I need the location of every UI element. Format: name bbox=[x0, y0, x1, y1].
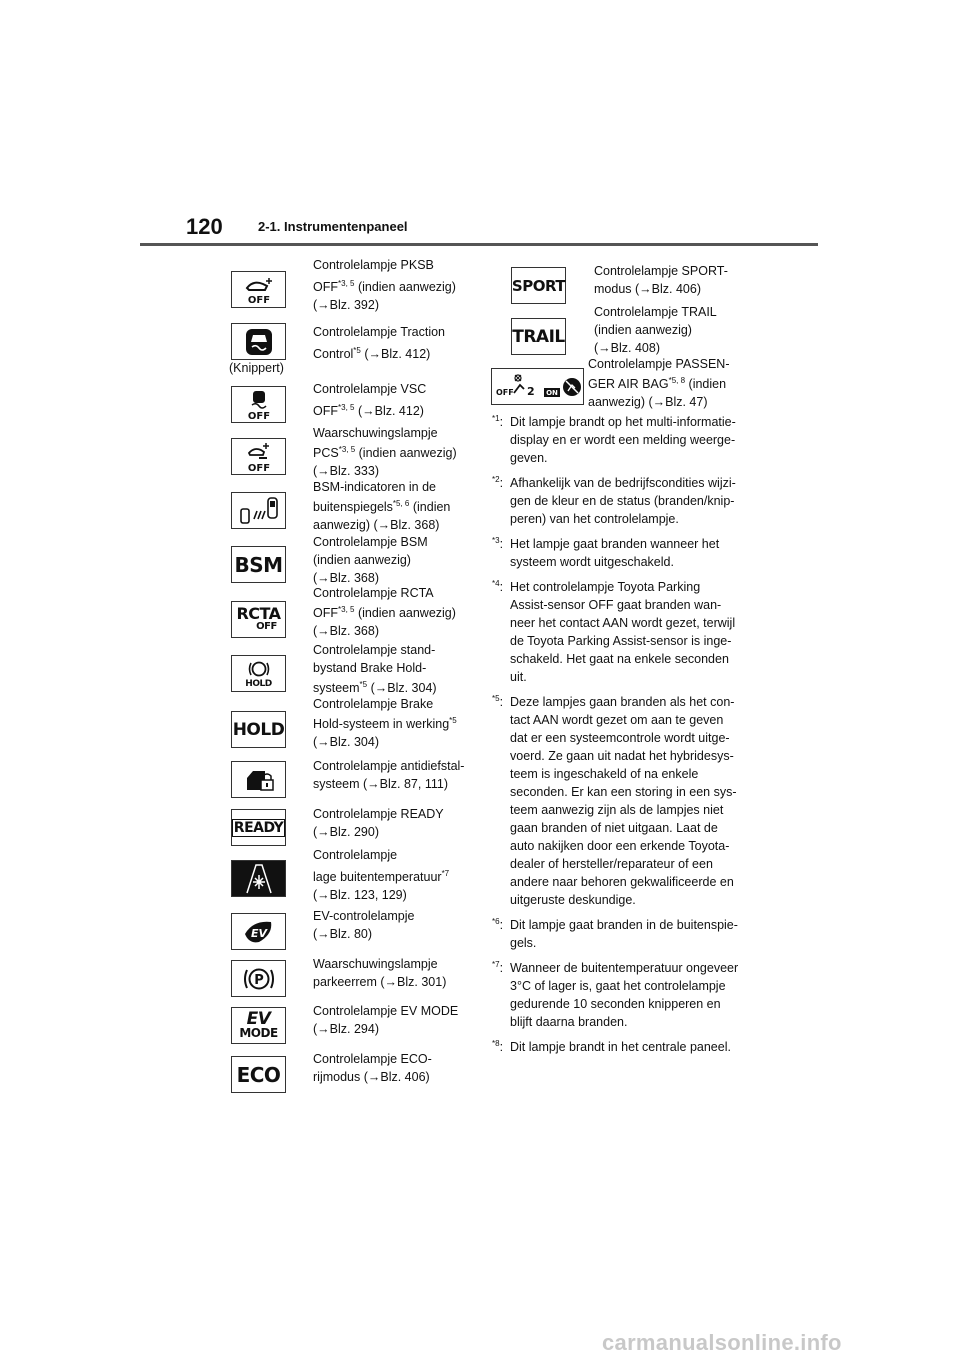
page-number: 120 bbox=[186, 214, 223, 239]
sport-description: Controlelampje SPORT- modus (→Blz. 406) bbox=[594, 264, 728, 296]
low-temperature-description: Controlelampje lage buitentemperatuur$^{*7}$ (→Blz. 123, 129) bbox=[313, 848, 450, 902]
trail-description: Controlelampje TRAIL (indien aanwezig) (→Blz. 408) bbox=[594, 305, 717, 355]
rcta-description: Controlelampje RCTA OFF$^{*3, 5}$ (indien aanwezig) (→Blz. 368) bbox=[313, 586, 456, 638]
bsm-icon: BSM bbox=[231, 546, 286, 583]
traction-description: Controlelampje Traction Control$^{*5}$ (→Blz. 412) bbox=[313, 325, 446, 361]
section-title: 2-1. Instrumentenpaneel bbox=[258, 219, 408, 234]
ready-icon: READY bbox=[231, 809, 286, 846]
pksb-off-icon bbox=[231, 271, 286, 308]
parking-icon-text: P bbox=[253, 972, 264, 988]
watermark: carmanualsonline.info bbox=[602, 1330, 842, 1355]
brake-hold-standby-description: Controlelampje stand- bystand Brake Hold- systeem$^{*5}$ (→Blz. 304) bbox=[313, 643, 437, 695]
parking-brake-description: Waarschuwingslampje parkeerrem (→Blz. 301) bbox=[313, 957, 447, 989]
vsc-off-icon bbox=[231, 386, 286, 423]
pksb-description: Controlelampje PKSB OFF$^{*3, 5}$ (indien aanwezig) (→Blz. 392) bbox=[313, 258, 456, 312]
vsc-description: Controlelampje VSC OFF$^{*3, 5}$ (→Blz. 412) bbox=[313, 382, 427, 418]
footnote: $^{*8}$: Dit lampje brandt in het centrale paneel. bbox=[492, 1039, 731, 1054]
security-lock-icon bbox=[231, 761, 286, 798]
footnote: $^{*6}$: Dit lampje gaat branden in de buitenspie- gels. bbox=[492, 917, 738, 950]
traction-control-icon bbox=[231, 323, 286, 360]
passenger-airbag-description: Controlelampje PASSEN- GER AIR BAG$^{*5, 8}$ (indien aanwezig) (→Blz. 47) bbox=[588, 357, 730, 409]
svg-text:2: 2 bbox=[526, 384, 535, 398]
ev-icon-text: EV bbox=[250, 926, 267, 940]
airbag-on-text: ON bbox=[545, 388, 558, 397]
footnote: $^{*2}$: Afhankelijk van de bedrijfscondities wijzi- gen de kleur en de status (branden/knip- peren) van het controlelampje. bbox=[492, 475, 736, 526]
svg-text:OFF: OFF bbox=[247, 294, 270, 306]
sport-icon: SPORT bbox=[511, 267, 566, 304]
rcta-off-icon: RCTA OFF bbox=[231, 601, 286, 638]
footnote: $^{*5}$: Deze lampjes gaan branden als het con- tact AAN wordt gezet om aan te geven dat er een systeemcontrole wordt uitge- voerd. Ze gaan uit nadat het hybridesys- teem is ingeschakeld of na enkele seconden. Er kan een storing in een sys- teem aanwezig zijn als de lampjes niet gaan branden of niet uitgaan. Laat de auto nakijken door een erkende Toyota- dealer of hersteller/reparateur of een andere naar behoren gekwalificeerde en uitgeruste deskundige. bbox=[492, 694, 737, 907]
security-description: Controlelampje antidiefstal- systeem (→Blz. 87, 111) bbox=[313, 759, 465, 791]
low-temperature-icon bbox=[231, 860, 286, 897]
airbag-off-text: OFF bbox=[495, 387, 514, 397]
bsm-description: Controlelampje BSM (indien aanwezig) (→Blz. 368) bbox=[313, 535, 428, 585]
ev-mode-icon: EV MODE bbox=[231, 1007, 286, 1044]
footnote: $^{*3}$: Het lampje gaat branden wanneer het systeem wordt uitgeschakeld. bbox=[492, 536, 720, 569]
ready-description: Controlelampje READY (→Blz. 290) bbox=[313, 807, 444, 839]
header-divider bbox=[140, 243, 818, 246]
ev-mode-description: Controlelampje EV MODE (→Blz. 294) bbox=[313, 1004, 459, 1036]
pcs-description: Waarschuwingslampje PCS$^{*3, 5}$ (indien aanwezig) (→Blz. 333) bbox=[313, 426, 457, 478]
ev-icon bbox=[231, 913, 286, 950]
ev-description: EV-controlelampje (→Blz. 80) bbox=[313, 909, 415, 941]
bsm-mirror-icon bbox=[231, 492, 286, 529]
svg-text:OFF: OFF bbox=[247, 410, 270, 421]
hold-icon: HOLD bbox=[231, 711, 286, 748]
bsm-mirror-description: BSM-indicatoren in de buitenspiegels$^{*5, 6}$ (indien aanwezig) (→Blz. 368) bbox=[313, 480, 451, 532]
hold-description: Controlelampje Brake Hold-systeem in werking$^{*5}$ (→Blz. 304) bbox=[313, 697, 457, 749]
passenger-airbag-icon bbox=[491, 368, 584, 405]
svg-text:OFF: OFF bbox=[247, 462, 270, 473]
footnote: $^{*4}$: Het controlelampje Toyota Parking Assist-sensor OFF gaat branden wan- neer het contact AAN wordt gezet, terwijl de Toyota Parking Assist-sensor is inge- schakeld. Het gaat na enkele seconden uit. bbox=[492, 579, 736, 684]
pcs-off-icon bbox=[231, 438, 286, 475]
footnote: $^{*1}$: Dit lampje brandt op het multi-informatie- display en er wordt een melding weerge- geven. bbox=[492, 414, 736, 465]
footnotes bbox=[492, 413, 754, 1063]
eco-description: Controlelampje ECO- rijmodus (→Blz. 406) bbox=[313, 1052, 432, 1084]
eco-icon: ECO bbox=[231, 1056, 286, 1093]
trail-icon: TRAIL bbox=[511, 318, 566, 355]
parking-brake-icon bbox=[231, 960, 286, 997]
brake-hold-standby-icon: HOLD bbox=[231, 655, 286, 692]
blinking-label: (Knippert) bbox=[229, 361, 284, 375]
footnote: $^{*7}$: Wanneer de buitentemperatuur ongeveer 3°C of lager is, gaat het controlelampje gedurende 10 seconden knipperen en blijft daarna branden. bbox=[492, 960, 739, 1029]
